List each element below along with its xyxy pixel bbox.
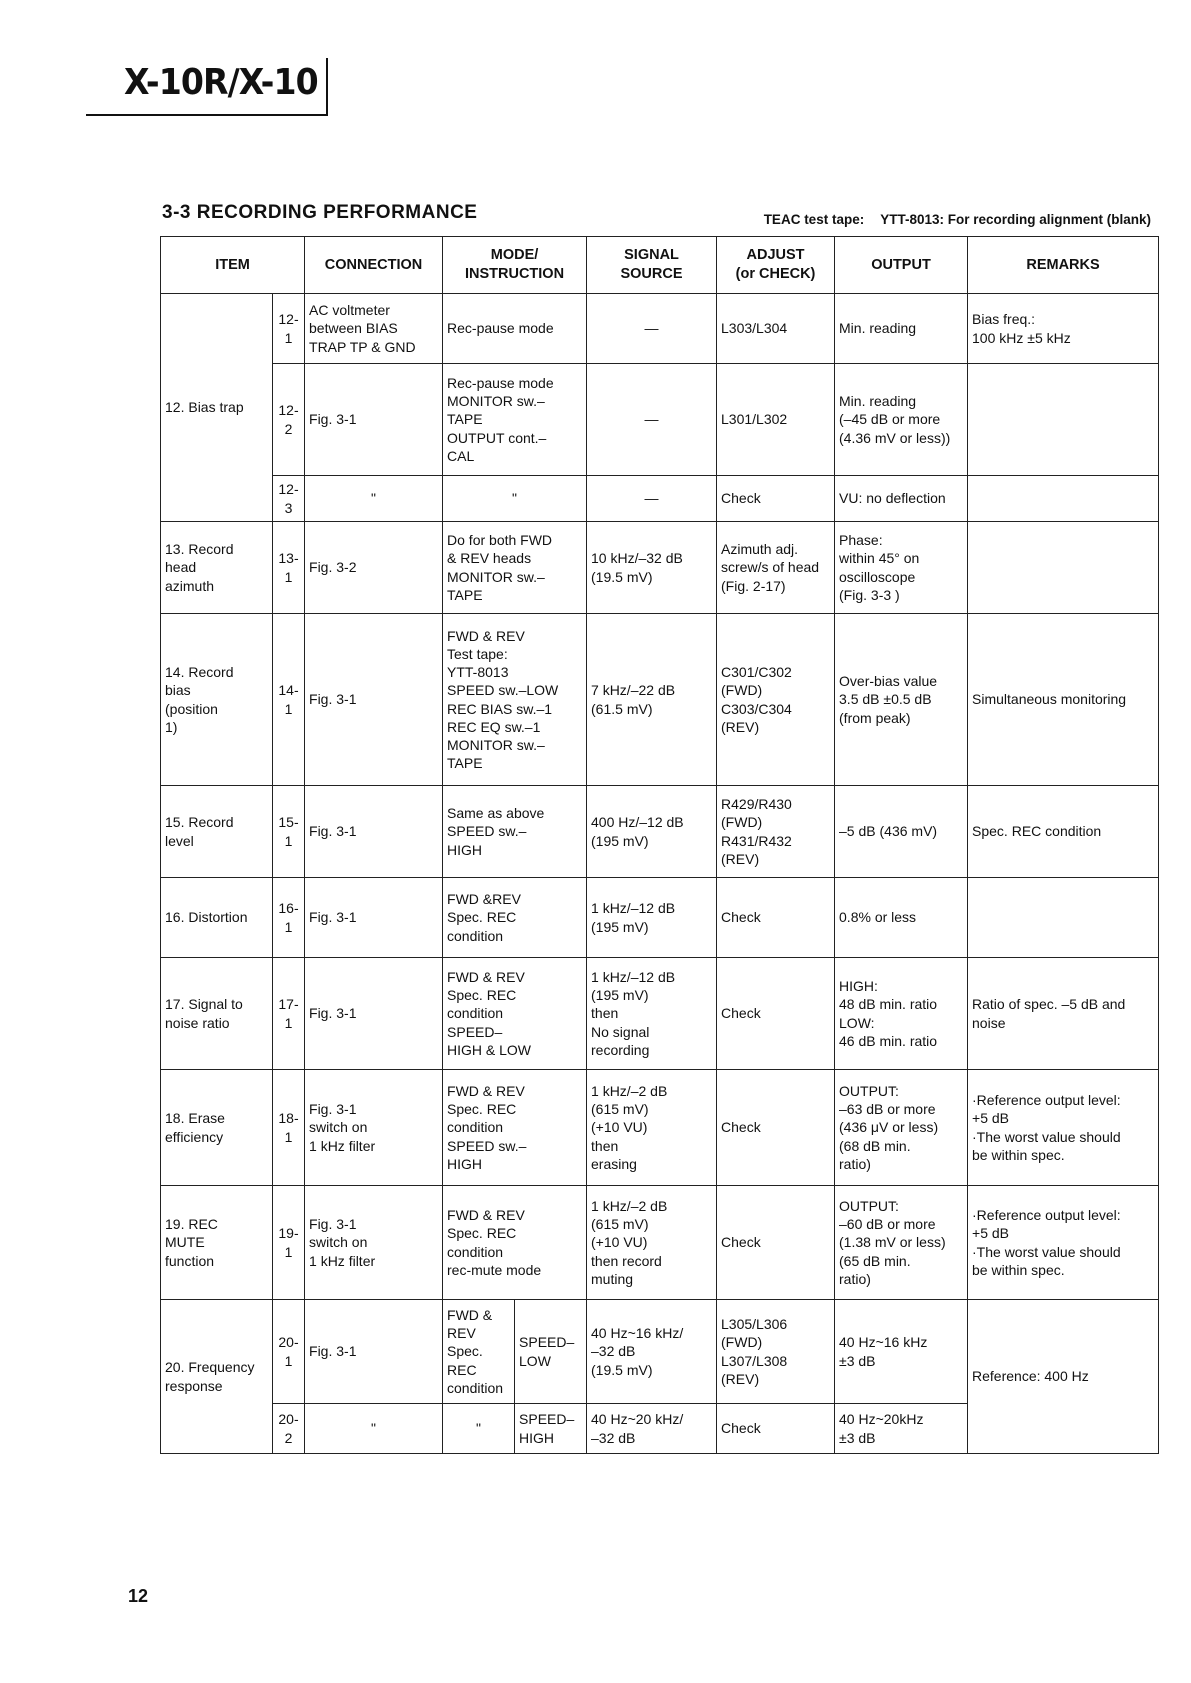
connection-cell: Fig. 3-1 (305, 1300, 443, 1404)
step-number: 12-3 (273, 476, 305, 522)
output-cell: 40 Hz~20kHz ±3 dB (835, 1404, 968, 1454)
remarks-cell: Reference: 400 Hz (968, 1300, 1159, 1454)
item-cell: 16. Distortion (161, 878, 273, 958)
output-cell: Min. reading (835, 294, 968, 364)
signal-cell: 40 Hz~16 kHz/ –32 dB (19.5 mV) (587, 1300, 717, 1404)
mode-cell: Same as above SPEED sw.– HIGH (443, 786, 587, 878)
section-title: 3-3 RECORDING PERFORMANCE (162, 202, 478, 223)
header-row (161, 237, 1159, 294)
table-row (161, 614, 1159, 786)
model-underline (86, 114, 328, 116)
step-number: 20-2 (273, 1404, 305, 1454)
mode-cell: FWD & REV Spec. REC condition rec-mute mode (443, 1186, 587, 1300)
adjust-cell: Azimuth adj. screw/s of head (Fig. 2-17) (717, 522, 835, 614)
remarks-cell (968, 476, 1159, 522)
item-cell: 13. Record head azimuth (161, 522, 273, 614)
connection-cell: " (305, 1404, 443, 1454)
table-row (161, 878, 1159, 958)
table-row (161, 958, 1159, 1070)
remarks-cell: Bias freq.: 100 kHz ±5 kHz (968, 294, 1159, 364)
signal-cell: 400 Hz/–12 dB (195 mV) (587, 786, 717, 878)
signal-cell: 1 kHz/–12 dB (195 mV) then No signal recording (587, 958, 717, 1070)
connection-cell: Fig. 3-1 (305, 958, 443, 1070)
output-cell: OUTPUT: –63 dB or more (436 μV or less) (68 dB min. ratio) (835, 1070, 968, 1186)
step-number: 12-2 (273, 364, 305, 476)
table-row (161, 1186, 1159, 1300)
signal-cell: 1 kHz/–2 dB (615 mV) (+10 VU) then erasing (587, 1070, 717, 1186)
item-cell: 15. Record level (161, 786, 273, 878)
tape-value: YTT-8013: For recording alignment (blank) (880, 212, 1151, 227)
remarks-cell (968, 522, 1159, 614)
signal-cell: 1 kHz/–12 dB (195 mV) (587, 878, 717, 958)
remarks-cell: Simultaneous monitoring (968, 614, 1159, 786)
item-cell: 20. Frequency response (161, 1300, 273, 1454)
table-row (161, 786, 1159, 878)
output-cell: OUTPUT: –60 dB or more (1.38 mV or less) (65 dB min. ratio) (835, 1186, 968, 1300)
connection-cell: Fig. 3-1 (305, 364, 443, 476)
table-row (161, 522, 1159, 614)
model-title: X-10R/X-10 (124, 62, 318, 103)
adjust-cell: R429/R430 (FWD) R431/R432 (REV) (717, 786, 835, 878)
mode-cell: Rec-pause mode MONITOR sw.– TAPE OUTPUT cont.– CAL (443, 364, 587, 476)
step-number: 12-1 (273, 294, 305, 364)
model-rule-vertical (326, 58, 328, 116)
mode-cell: FWD & REV Spec. REC condition SPEED sw.– HIGH (443, 1070, 587, 1186)
adjust-cell: L301/L302 (717, 364, 835, 476)
signal-cell: 7 kHz/–22 dB (61.5 mV) (587, 614, 717, 786)
item-cell: 19. REC MUTE function (161, 1186, 273, 1300)
adjust-cell: L303/L304 (717, 294, 835, 364)
item-cell: 14. Record bias (position 1) (161, 614, 273, 786)
mode-cell: Rec-pause mode (443, 294, 587, 364)
output-cell: Min. reading (–45 dB or more (4.36 mV or less)) (835, 364, 968, 476)
mode-cell: " (443, 1404, 515, 1454)
adjust-cell: Check (717, 1070, 835, 1186)
connection-cell: Fig. 3-1 (305, 614, 443, 786)
step-number: 19-1 (273, 1186, 305, 1300)
adjust-cell: L305/L306 (FWD) L307/L308 (REV) (717, 1300, 835, 1404)
table-row (161, 364, 1159, 476)
remarks-cell (968, 364, 1159, 476)
mode-cell: FWD & REV Spec. REC condition (443, 1300, 515, 1404)
remarks-cell: ·Reference output level: +5 dB ·The worst value should be within spec. (968, 1070, 1159, 1186)
signal-cell: 10 kHz/–32 dB (19.5 mV) (587, 522, 717, 614)
item-cell: 12. Bias trap (161, 294, 273, 522)
adjust-cell: C301/C302 (FWD) C303/C304 (REV) (717, 614, 835, 786)
step-number: 20-1 (273, 1300, 305, 1404)
adjust-cell: Check (717, 1186, 835, 1300)
speed-cell: SPEED– HIGH (515, 1404, 587, 1454)
item-cell: 17. Signal to noise ratio (161, 958, 273, 1070)
step-number: 14-1 (273, 614, 305, 786)
output-cell: 40 Hz~16 kHz ±3 dB (835, 1300, 968, 1404)
remarks-cell (968, 878, 1159, 958)
remarks-cell: Spec. REC condition (968, 786, 1159, 878)
col-header-output: OUTPUT (835, 237, 968, 294)
recording-performance-table (160, 236, 1159, 1454)
step-number: 15-1 (273, 786, 305, 878)
step-number: 17-1 (273, 958, 305, 1070)
output-cell: Phase: within 45° on oscilloscope (Fig. 3-3 ) (835, 522, 968, 614)
mode-cell: FWD &REV Spec. REC condition (443, 878, 587, 958)
table-row (161, 1300, 1159, 1404)
adjust-cell: Check (717, 958, 835, 1070)
col-header-connection: CONNECTION (305, 237, 443, 294)
speed-cell: SPEED– LOW (515, 1300, 587, 1404)
step-number: 16-1 (273, 878, 305, 958)
output-cell: 0.8% or less (835, 878, 968, 958)
col-header-signal: SIGNAL SOURCE (587, 237, 717, 294)
signal-cell: 1 kHz/–2 dB (615 mV) (+10 VU) then record muting (587, 1186, 717, 1300)
page-number: 12 (128, 1586, 149, 1606)
connection-cell: Fig. 3-1 (305, 878, 443, 958)
mode-cell: FWD & REV Spec. REC condition SPEED– HIGH & LOW (443, 958, 587, 1070)
signal-cell: — (587, 364, 717, 476)
adjust-cell: Check (717, 476, 835, 522)
adjust-cell: Check (717, 878, 835, 958)
signal-cell: — (587, 294, 717, 364)
test-tape-info (764, 212, 1151, 227)
item-cell: 18. Erase efficiency (161, 1070, 273, 1186)
remarks-cell: Ratio of spec. –5 dB and noise (968, 958, 1159, 1070)
adjust-cell: Check (717, 1404, 835, 1454)
output-cell: Over-bias value 3.5 dB ±0.5 dB (from peak) (835, 614, 968, 786)
col-header-remarks: REMARKS (968, 237, 1159, 294)
table-row (161, 294, 1159, 364)
table-row (161, 476, 1159, 522)
connection-cell: Fig. 3-1 switch on 1 kHz filter (305, 1186, 443, 1300)
tape-label: TEAC test tape: (763, 212, 865, 227)
table-row (161, 1070, 1159, 1186)
connection-cell: Fig. 3-2 (305, 522, 443, 614)
remarks-cell: ·Reference output level: +5 dB ·The worst value should be within spec. (968, 1186, 1159, 1300)
step-number: 13-1 (273, 522, 305, 614)
signal-cell: 40 Hz~20 kHz/ –32 dB (587, 1404, 717, 1454)
connection-cell: AC voltmeter between BIAS TRAP TP & GND (305, 294, 443, 364)
output-cell: –5 dB (436 mV) (835, 786, 968, 878)
mode-cell: FWD & REV Test tape: YTT-8013 SPEED sw.–LOW REC BIAS sw.–1 REC EQ sw.–1 MONITOR sw.– TAPE (443, 614, 587, 786)
mode-cell: Do for both FWD & REV heads MONITOR sw.– TAPE (443, 522, 587, 614)
output-cell: VU: no deflection (835, 476, 968, 522)
connection-cell: Fig. 3-1 (305, 786, 443, 878)
col-header-item: ITEM (161, 237, 305, 294)
mode-cell: " (443, 476, 587, 522)
step-number: 18-1 (273, 1070, 305, 1186)
connection-cell: " (305, 476, 443, 522)
connection-cell: Fig. 3-1 switch on 1 kHz filter (305, 1070, 443, 1186)
col-header-adjust: ADJUST (or CHECK) (717, 237, 835, 294)
col-header-mode: MODE/ INSTRUCTION (443, 237, 587, 294)
output-cell: HIGH: 48 dB min. ratio LOW: 46 dB min. ratio (835, 958, 968, 1070)
signal-cell: — (587, 476, 717, 522)
